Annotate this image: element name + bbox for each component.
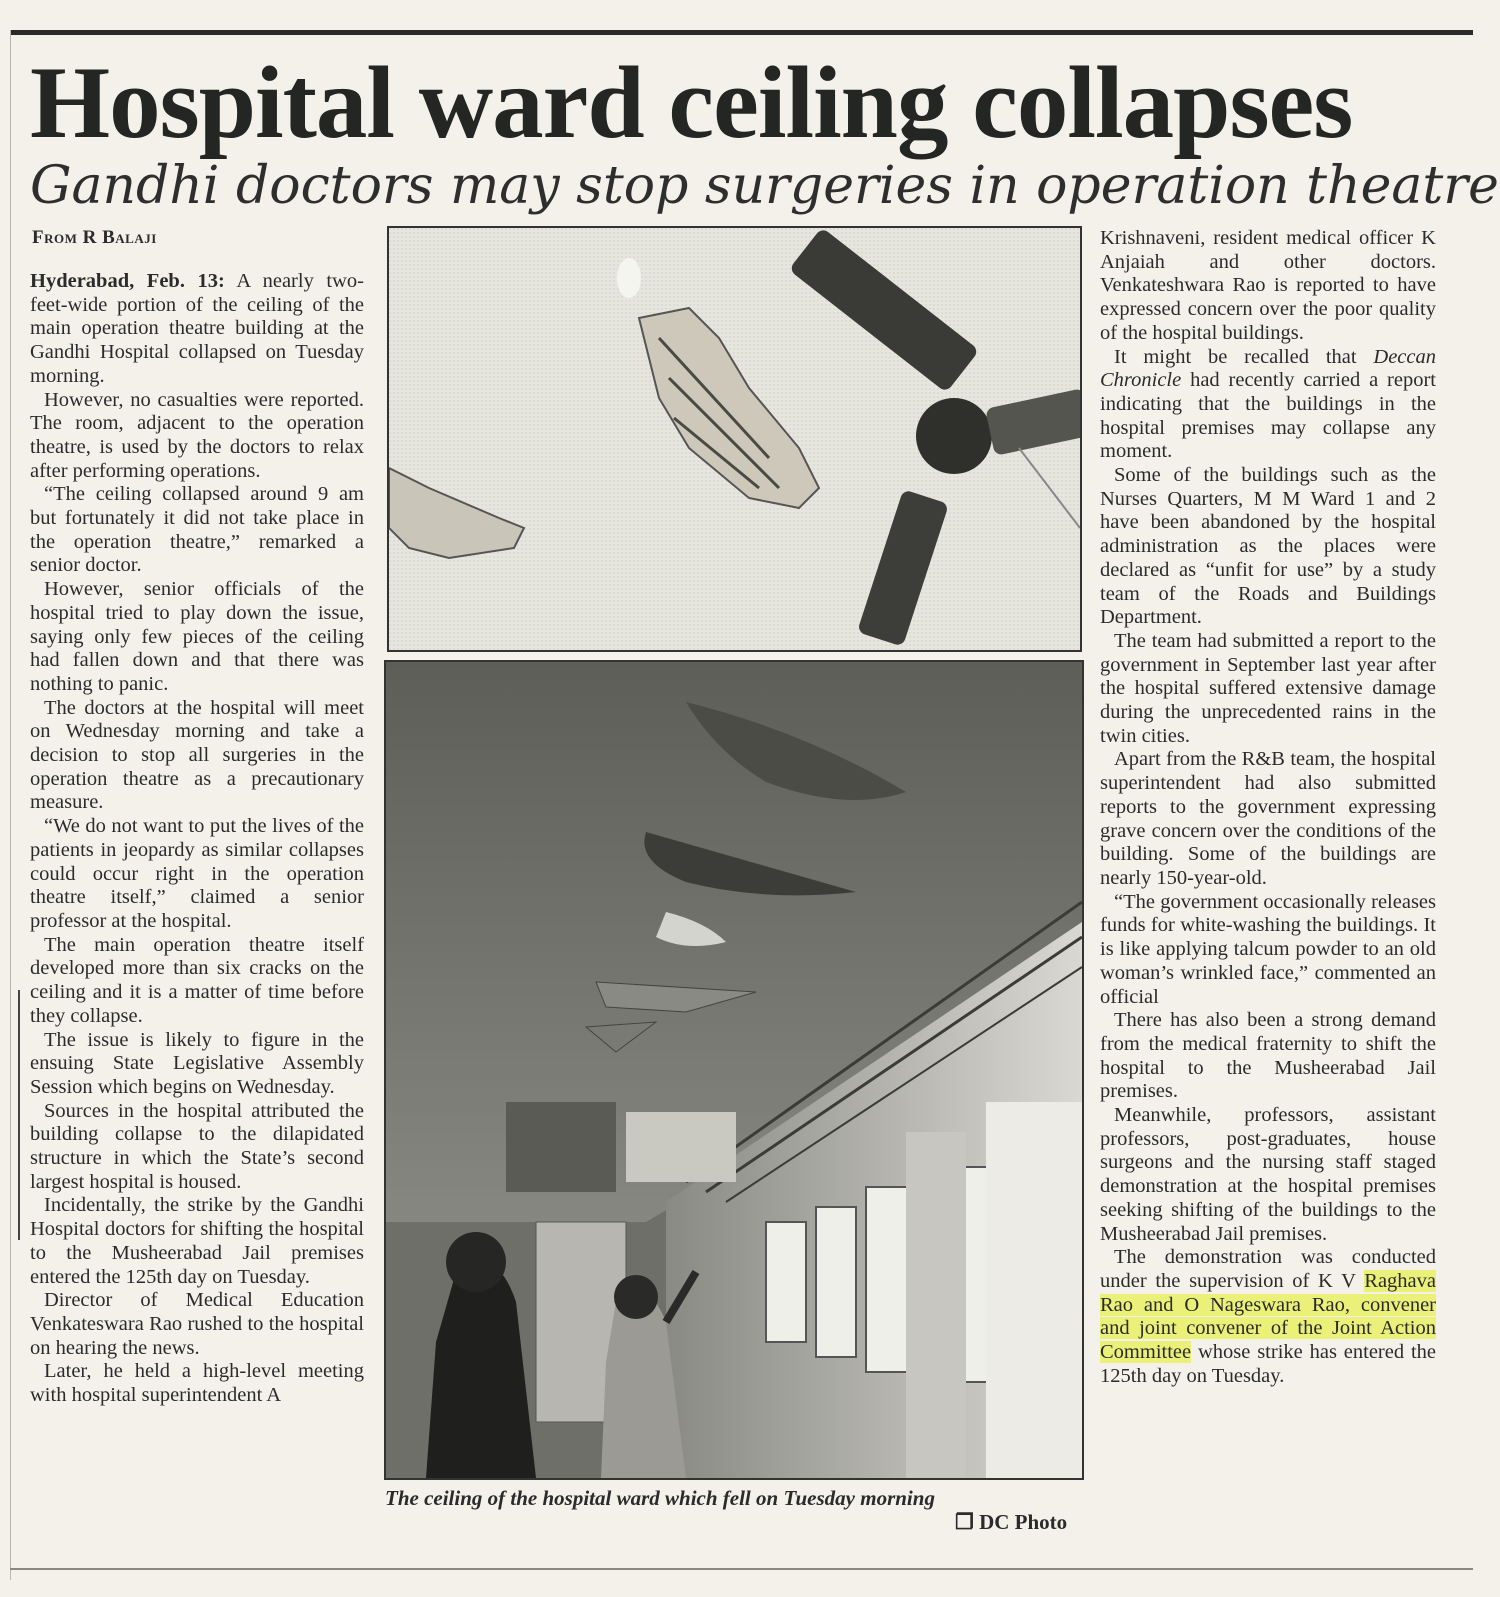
left-margin-mark <box>18 990 20 1240</box>
article-right-column <box>1100 227 1436 1388</box>
paragraph: The team had submitted a report to the government in September last year after the hospital suffered extensive damage during the unprecedented rains in the twin cities. <box>1100 629 1436 747</box>
paragraph: The issue is likely to figure in the ensuing State Legislative Assembly Session which begins on Wednesday. <box>30 1028 364 1098</box>
paragraph-text: had recently carried a report indicating that the buildings in the hospital premises may collapse any moment. <box>1100 369 1436 463</box>
paragraph: Incidentally, the strike by the Gandhi Hospital doctors for shifting the hospital to the Musheerabad Jail premises entered the 125th day on Tuesday. <box>30 1194 364 1288</box>
headline: Hospital ward ceiling collapses <box>30 46 1353 160</box>
paragraph: However, senior officials of the hospital tried to play down the issue, saying only few pieces of the ceiling had fallen down and that there was nothing to panic. <box>30 578 364 695</box>
left-border <box>10 30 11 1580</box>
paragraph: However, no casualties were reported. The room, adjacent to the operation theatre, is used by the doctors to relax after performing operations. <box>30 388 364 482</box>
paragraph: “The ceiling collapsed around 9 am but fortunately it did not take place in the operation theatre,” remarked a senior doctor. <box>30 483 364 577</box>
subheadline: Gandhi doctors may stop surgeries in operation theatre <box>30 156 1499 216</box>
photo-caption: The ceiling of the hospital ward which fell on Tuesday morning <box>385 1486 935 1510</box>
article-left-column <box>30 270 364 1408</box>
paragraph: Director of Medical Education Venkateswara Rao rushed to the hospital on hearing the news. <box>30 1289 364 1359</box>
paragraph <box>1100 1246 1436 1388</box>
ceiling-fan-photo <box>387 226 1082 652</box>
paragraph: The doctors at the hospital will meet on Wednesday morning and take a decision to stop all surgeries in the operation theatre as a precautionary measure. <box>30 696 364 814</box>
paragraph: Meanwhile, professors, assistant professors, post-graduates, house surgeons and the nursing staff staged demonstration at the hospital premises seeking shifting of the buildings to the Musheerabad Jail premises. <box>1100 1104 1436 1245</box>
paragraph: Sources in the hospital attributed the building collapse to the dilapidated structure in which the State’s second largest hospital is housed. <box>30 1099 364 1193</box>
paragraph: Apart from the R&B team, the hospital superintendent had also submitted reports to the government expressing grave concern over the conditions of the building. Some of the buildings are nearly 150-year-old. <box>1100 748 1436 889</box>
byline: From R Balaji <box>32 227 157 248</box>
paragraph: The main operation theatre itself developed more than six cracks on the ceiling and it is a matter of time before they collapse. <box>30 933 364 1027</box>
paragraph-text: whose strike has entered the 125th day on Tuesday. <box>1100 1341 1436 1387</box>
paragraph: There has also been a strong demand from the medical fraternity to shift the hospital to the Musheerabad Jail premises. <box>1100 1009 1436 1103</box>
paragraph-text: It might be recalled that <box>1114 345 1357 368</box>
photo-credit: ❐ DC Photo <box>955 1510 1068 1534</box>
paragraph: Some of the buildings such as the Nurses Quarters, M M Ward 1 and 2 have been abandoned by the hospital administration as the places were declared as “unfit for use” by a study team of the Roads and Buildings Department. <box>1100 464 1436 629</box>
paragraph <box>1100 346 1436 465</box>
bottom-rule <box>10 1568 1473 1570</box>
paragraph: Later, he held a high-level meeting with hospital superintendent A <box>30 1360 364 1407</box>
publication-name: Deccan Chronicle <box>1100 345 1437 392</box>
dateline: Hyderabad, Feb. 13: <box>30 270 225 292</box>
top-rule <box>10 30 1473 35</box>
paragraph-text: A nearly two-feet-wide portion of the ceiling of the main operation theatre building at the Gandhi Hospital collapsed on Tuesday morning. <box>30 270 364 387</box>
ward-corridor-illustration <box>386 662 1082 1478</box>
paragraph: “The government occasionally releases funds for white-washing the buildings. It is like applying talcum powder to an old woman’s wrinkled face,” commented an official <box>1100 890 1436 1008</box>
ceiling-fan-illustration <box>389 228 1080 650</box>
ward-corridor-photo <box>384 660 1084 1480</box>
paragraph-text: The demonstration was conducted under the supervision of K V <box>1100 1246 1436 1292</box>
paragraph <box>30 270 364 389</box>
paragraph: Krishnaveni, resident medical officer K Anjaiah and other doctors. Venkateshwara Rao is reported to have expressed concern over the poor quality of the hospital buildings. <box>1100 227 1436 344</box>
highlighted-text: Raghava Rao and O Nageswara Rao, convener and joint convener of the Joint Action Committee <box>1100 1269 1437 1364</box>
paragraph: “We do not want to put the lives of the patients in jeopardy as similar collapses could occur right in the operation theatre itself,” claimed a senior professor at the hospital. <box>30 815 364 932</box>
